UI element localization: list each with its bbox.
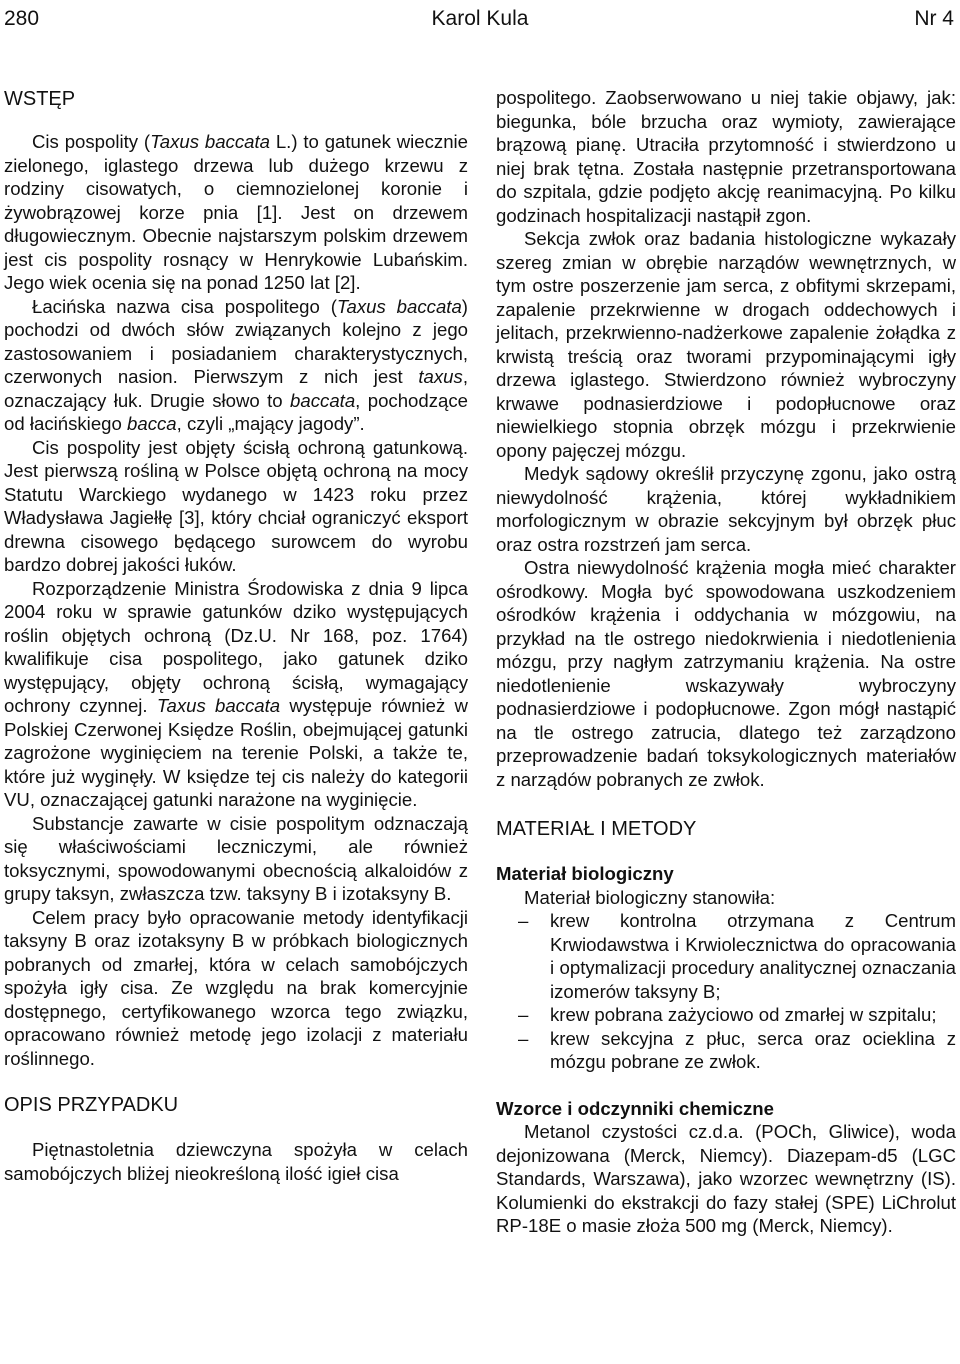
subsection-heading-biological: Materiał biologiczny [496, 863, 674, 884]
paragraph-cause-of-death: Medyk sądowy określił przyczynę zgonu, jako ostrą niewydolność krążenia, której wykładnikiem morfologicznym w obrazie sekcyjnym był obrzęk płuc oraz ostra rozstrzeń jam serca. [496, 463, 956, 555]
dash-bullet: – [518, 1004, 529, 1025]
issue-number: Nr 4 [914, 7, 954, 30]
paragraph-case-2: pospolitego. Zaobserwowano u niej takie objawy, jak: biegunka, bóle brzucha oraz wymioty, zawierające brązową pianę. Utraciła przytomność i stwierdzono u niej brak tętna. Została następnie przetransportowana do szpitala, gdzie podjęto akcję reanimacyjną. Po kilku godzinach hospitalizacji nastąpił zgon. [496, 87, 956, 226]
section-heading-methods: MATERIAŁ I METODY [496, 818, 697, 840]
paragraph-circulatory-failure: Ostra niewydolność krążenia mogła mieć charakter ośrodkowy. Mogła być spowodowana uszkodzeniem ośrodków krążenia i oddychania w mózgowiu, na przykład na tle ostrego niedokrwienia i niedotlenienia mózgu, przy nagłym zatrzymaniu krążenia. Na ostre niedotlenienie wskazywały wybroczyny podnasierdziowe i podopłucnowe. Zgon mógł nastąpić na tle ostrego zatrucia, dlatego też zarządzono przeprowadzenie badań toksykologicznych materiałów z narządów pobranych ze zwłok. [496, 557, 956, 790]
paragraph-biological-intro: Materiał biologiczny stanowiła: [524, 886, 776, 908]
subsection-heading-standards: Wzorce i odczynniki chemiczne [496, 1097, 774, 1119]
list-item: – krew sekcyjna z płuc, serca oraz ocieklina z mózgu pobrane ze zwłok. [518, 1027, 956, 1072]
dash-bullet: – [518, 910, 529, 931]
paragraph-intro-6: Celem pracy było opracowanie metody identyfikacji taksyny B oraz izotaksyny B w próbkach biologicznych pobranych od zmarłej, która w celach samobójczych spożyła igły cisa. Ze względu na brak komercyjnie dostępnego, certyfikowanego wzorca tego związku, opracowano również metodę jego izolacji z materiału roślinnego. [4, 906, 468, 1069]
section-heading-intro: WSTĘP [4, 88, 76, 110]
left-column [4, 86, 468, 1185]
paragraph-intro-2: Łacińska nazwa cisa pospolitego (Taxus baccata) pochodzi od dwóch słów związanych kolejno z jego zastosowaniem i posiadaniem charakterystycznych, czerwonych nasion. Pierwszym z nich jest taxus, oznaczający łuk. Drugie słowo to baccata, pochodzące od łacińskiego bacca, czyli „mający jagody”. [4, 295, 469, 434]
dash-bullet: – [518, 1027, 529, 1049]
list-item: – krew pobrana zażyciowo od zmarłej w szpitalu; [518, 1004, 937, 1025]
paragraph-intro-4: Rozporządzenie Ministra Środowiska z dnia 9 lipca 2004 roku w sprawie gatunków dziko występujących roślin objętych ochroną (Dz.U. Nr 168, poz. 1764) kwalifikuje cisa pospolitego, jako gatunek dziko występujący, objęty ochroną ścisłą, wymagający ochrony czynnej. Taxus baccata występuje również w Polskiej Czerwonej Księdze Roślin, obejmującej gatunki zagrożone wyginięciem na terenie Polski, a także te, które już wyginęły. W księdze tej cis należy do kategorii VU, oznaczającej gatunki narażone na wyginięcie. [4, 577, 468, 810]
right-column [496, 86, 956, 1238]
running-author: Karol Kula [431, 7, 529, 30]
paragraph-case-1: Piętnastoletnia dziewczyna spożyła w celach samobójczych bliżej nieokreśloną ilość igieł cisa [4, 1139, 468, 1184]
paragraph-intro-1: Cis pospolity (Taxus baccata L.) to gatunek wiecznie zielonego, iglastego drzewa lub dużego krzewu z rodziny cisowatych, o ciemnozielonej koronie i żywobrązowej korze pnia [1]. Jest on drzewem długowiecznym. Obecnie najstarszym polskim drzewem jest cis pospolity rosnący w Henrykowie Lubańskim. Jego wiek ocenia się na ponad 1250 lat [2]. [4, 131, 469, 293]
list-item: – krew kontrolna otrzymana z Centrum Krwiodawstwa i Krwiolecznictwa do opracowania i optymalizacji procedury analitycznej oznaczania izomerów taksyny B; [518, 910, 956, 1002]
paragraph-autopsy: Sekcja zwłok oraz badania histologiczne wykazały szereg zmian w obrębie narządów wewnętrznych, w tym ostre poszerzenie jam serca, z obfitymi skrzepami, zapalenie przekrwienne w drogach oddechowych i jelitach, przekrwienno-nadżerkowe zapalenie żołądka z krwistą treścią oraz tworami przypominającymi igły drzewa iglastego. Stwierdzono również wybroczyny krwawe podnasierdziowe i podopłucnowe oraz niewielkiego stopnia obrzęk mózgu i przekrwienie opony pajęczej mózgu. [496, 228, 956, 461]
paragraph-intro-5: Substancje zawarte w cisie pospolitym odznaczają się właściwościami leczniczymi, ale również toksycznymi, spowodowanymi obecnością alkaloidów z grupy taksyn, zwłaszcza tzw. taksyny B i izotaksyny B. [4, 812, 468, 904]
paragraph-standards: Metanol czystości cz.d.a. (POCh, Gliwice), woda dejonizowana (Merck, Niemcy). Diazepam-d5 (LGC Standards, Warszawa), jako wzorzec wewnętrzny (IS). Kolumienki do ekstrakcji do fazy stałej (SPE) LiChrolut RP-18E o masie złoża 500 mg (Merck, Niemcy). [496, 1121, 956, 1236]
running-header [0, 4, 960, 34]
section-heading-case: OPIS PRZYPADKU [4, 1094, 179, 1116]
biological-material-list [496, 909, 956, 1074]
page-number: 280 [4, 7, 40, 30]
paragraph-intro-3: Cis pospolity jest objęty ścisłą ochroną gatunkową. Jest pierwszą rośliną w Polsce objętą ochroną na mocy Statutu Warckiego wydanego w 1423 roku przez Władysława Jagiełłę [3], który chciał ograniczyć eksport drewna cisowego będącego surowcem do wyrobu bardzo dobrej jakości łuków. [4, 436, 468, 575]
